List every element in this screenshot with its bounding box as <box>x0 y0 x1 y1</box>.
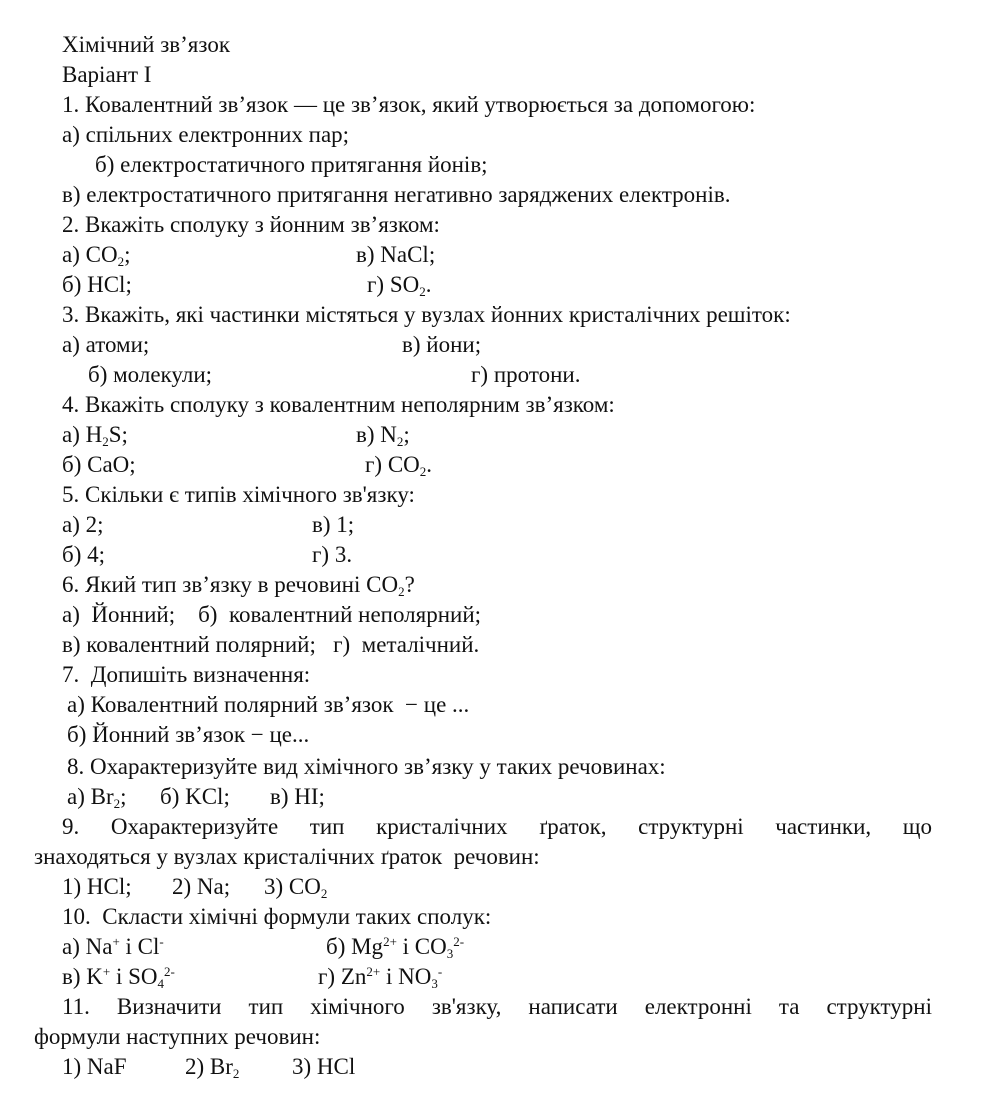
q3-option-a: а) атоми; <box>62 332 150 357</box>
q1-option-b: б) електростатичного притягання йонів; <box>95 152 488 177</box>
q8-option-b: б) KCl; <box>160 784 230 809</box>
q2-option-a: а) $CO_2$; <box>62 242 131 269</box>
q9-option-1: 1) HCl; <box>62 874 132 899</box>
page-title: Хімічний зв’язок <box>62 32 230 57</box>
q7-option-a: а) Ковалентний полярний зв’язок − це ... <box>67 692 470 717</box>
q8-option-a: а) $Br_2$; <box>67 784 127 811</box>
q4-option-a: а) $H_2S$; <box>62 422 128 449</box>
q3-option-v: в) йони; <box>402 332 482 357</box>
q5-option-b: б) 4; <box>62 542 106 567</box>
variant-label: Варіант I <box>62 62 152 87</box>
q11-option-1: 1) NaF <box>62 1054 127 1079</box>
q1-option-v: в) електростатичного притягання негативно заряджених електронів. <box>62 182 731 207</box>
q9-option-3: 3) $CO_2$ <box>264 874 328 901</box>
q4-text: 4. Вкажіть сполуку з ковалентним неполярним зв’язком: <box>62 392 615 417</box>
q2-option-g: г) $SO_2$. <box>367 272 432 299</box>
q7-text: 7. Допишіть визначення: <box>62 662 311 687</box>
q2-option-b: б) HCl; <box>62 272 132 297</box>
q9-text-line1: 9. Охарактеризуйте тип кристалічних ґраток, структурні частинки, що <box>62 814 932 839</box>
q2-text: 2. Вкажіть сполуку з йонним зв’язком: <box>62 212 440 237</box>
q4-option-g: г) $CO_2$. <box>365 452 433 479</box>
q11-option-3: 3) HCl <box>292 1054 356 1079</box>
q1-option-a: а) спільних електронних пар; <box>62 122 350 147</box>
q5-option-v: в) 1; <box>312 512 355 537</box>
q5-text: 5. Скільки є типів хімічного зв'язку: <box>62 482 415 507</box>
q10-option-a: а) Na+ і Cl- <box>62 934 164 959</box>
q8-option-v: в) HI; <box>270 784 325 809</box>
q7-option-b: б) Йонний зв’язок − це... <box>67 722 310 747</box>
q10-text: 10. Скласти хімічні формули таких сполук: <box>62 904 492 929</box>
q4-option-v: в) $N_2$; <box>356 422 410 449</box>
q3-option-g: г) протони. <box>471 362 581 387</box>
q6-options-line1: а) Йонний; б) ковалентний неполярний; <box>62 602 482 627</box>
q11-text-line2: формули наступних речовин: <box>34 1024 321 1049</box>
q9-text-line2: знаходяться у вузлах кристалічних ґраток речовин: <box>34 844 540 869</box>
q5-option-a: а) 2; <box>62 512 104 537</box>
q8-text: 8. Охарактеризуйте вид хімічного зв’язку у таких речовинах: <box>67 754 666 779</box>
q3-text: 3. Вкажіть, які частинки містяться у вузлах йонних кристалічних решіток: <box>62 302 791 327</box>
q10-option-v: в) K+ і $SO_4^{2-}$ <box>62 964 175 991</box>
q4-option-b: б) CaO; <box>62 452 136 477</box>
q10-option-g: г) $Zn^{2+}$ і $NO_3^-$ <box>318 964 443 991</box>
q10-option-b: б) $Mg^{2+}$ і $CO_3^{2-}$ <box>326 934 465 961</box>
q9-option-2: 2) Na; <box>172 874 231 899</box>
q3-option-b: б) молекули; <box>88 362 213 387</box>
q6-text: 6. Який тип зв’язку в речовині $CO_2$? <box>62 572 415 599</box>
q1-text: 1. Ковалентний зв’язок — це зв’язок, який утворюється за допомогою: <box>62 92 756 117</box>
q11-option-2: 2) $Br_2$ <box>185 1054 240 1081</box>
q2-option-v: в) NaCl; <box>356 242 436 267</box>
q6-options-line2: в) ковалентний полярний; г) металічний. <box>62 632 480 657</box>
q11-text-line1: 11. Визначити тип хімічного зв'язку, написати електронні та структурні <box>62 994 932 1019</box>
q5-option-g: г) 3. <box>312 542 353 567</box>
